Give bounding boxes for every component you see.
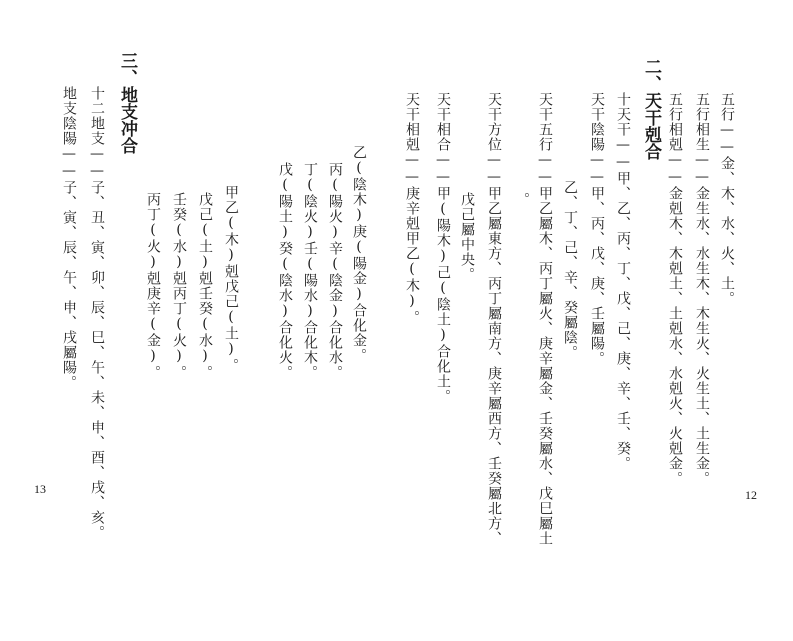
text-line-combine-1: 乙(陰木)庚(陽金)合化金。 [351, 145, 367, 363]
text-line-five-elements: 五行——金、木、水、火、土。 [719, 92, 735, 306]
text-line-clash-1: 甲乙(木)剋戊己(土)。 [223, 185, 239, 373]
text-line-stem-elements: 天干五行——甲乙屬木、丙丁屬火、庚辛屬金、壬癸屬水、戊巳屬土 [537, 92, 553, 546]
page-number-right: 12 [745, 488, 757, 502]
page-number-left: 13 [34, 482, 46, 496]
text-line-combine-2: 丙(陽火)辛(陰金)合化水。 [327, 162, 343, 380]
text-line-clash-4: 丙丁(火)剋庚辛(金)。 [145, 192, 161, 380]
text-line-clash-3: 壬癸(水)剋丙丁(火)。 [171, 192, 187, 380]
text-line-twelve-branches: 十二地支——子、丑、寅、卯、辰、巳、午、未、申、酉、戌、亥。 [89, 86, 105, 540]
text-line-stem-clash-title: 天干相剋——庚辛剋甲乙(木)。 [404, 92, 420, 325]
text-line-stem-yin: 乙、丁、己、辛、癸屬陰。 [562, 180, 578, 360]
text-line-stem-directions: 天干方位——甲乙屬東方、丙丁屬南方、庚辛屬西方、壬癸屬北方、 [486, 92, 502, 546]
text-line-stem-combine: 天干相合——甲(陽木)己(陰土)合化土。 [435, 92, 451, 404]
text-line-combine-3: 丁(陰火)壬(陽水)合化木。 [302, 162, 318, 380]
text-line-stem-yinyang: 天干陰陽——甲、丙、戊、庚、壬屬陽。 [589, 92, 605, 366]
text-line-stem-center: 戊己屬中央。 [459, 192, 475, 282]
text-line-combine-4: 戊(陽土)癸(陰水)合化火。 [277, 162, 293, 380]
text-line-ten-stems: 十天干——甲、乙、丙、丁、戊、己、庚、辛、壬、癸。 [615, 92, 631, 471]
section-heading-earthly-branches: 三、地支冲合 [117, 52, 137, 154]
text-line-stem-elements-end: 。 [514, 192, 530, 207]
text-line-controlling: 五行相剋——金剋木、木剋土、土剋水、水剋火、火剋金。 [667, 92, 683, 486]
text-line-clash-2: 戊己(土)剋壬癸(水)。 [197, 192, 213, 380]
section-heading-heavenly-stems: 二、天干剋合 [641, 58, 661, 160]
text-line-generating: 五行相生——金生水、水生木、木生火、火生土、土生金。 [694, 92, 710, 486]
text-line-branch-yinyang: 地支陰陽——子、寅、辰、午、申、戌屬陽。 [61, 86, 77, 390]
